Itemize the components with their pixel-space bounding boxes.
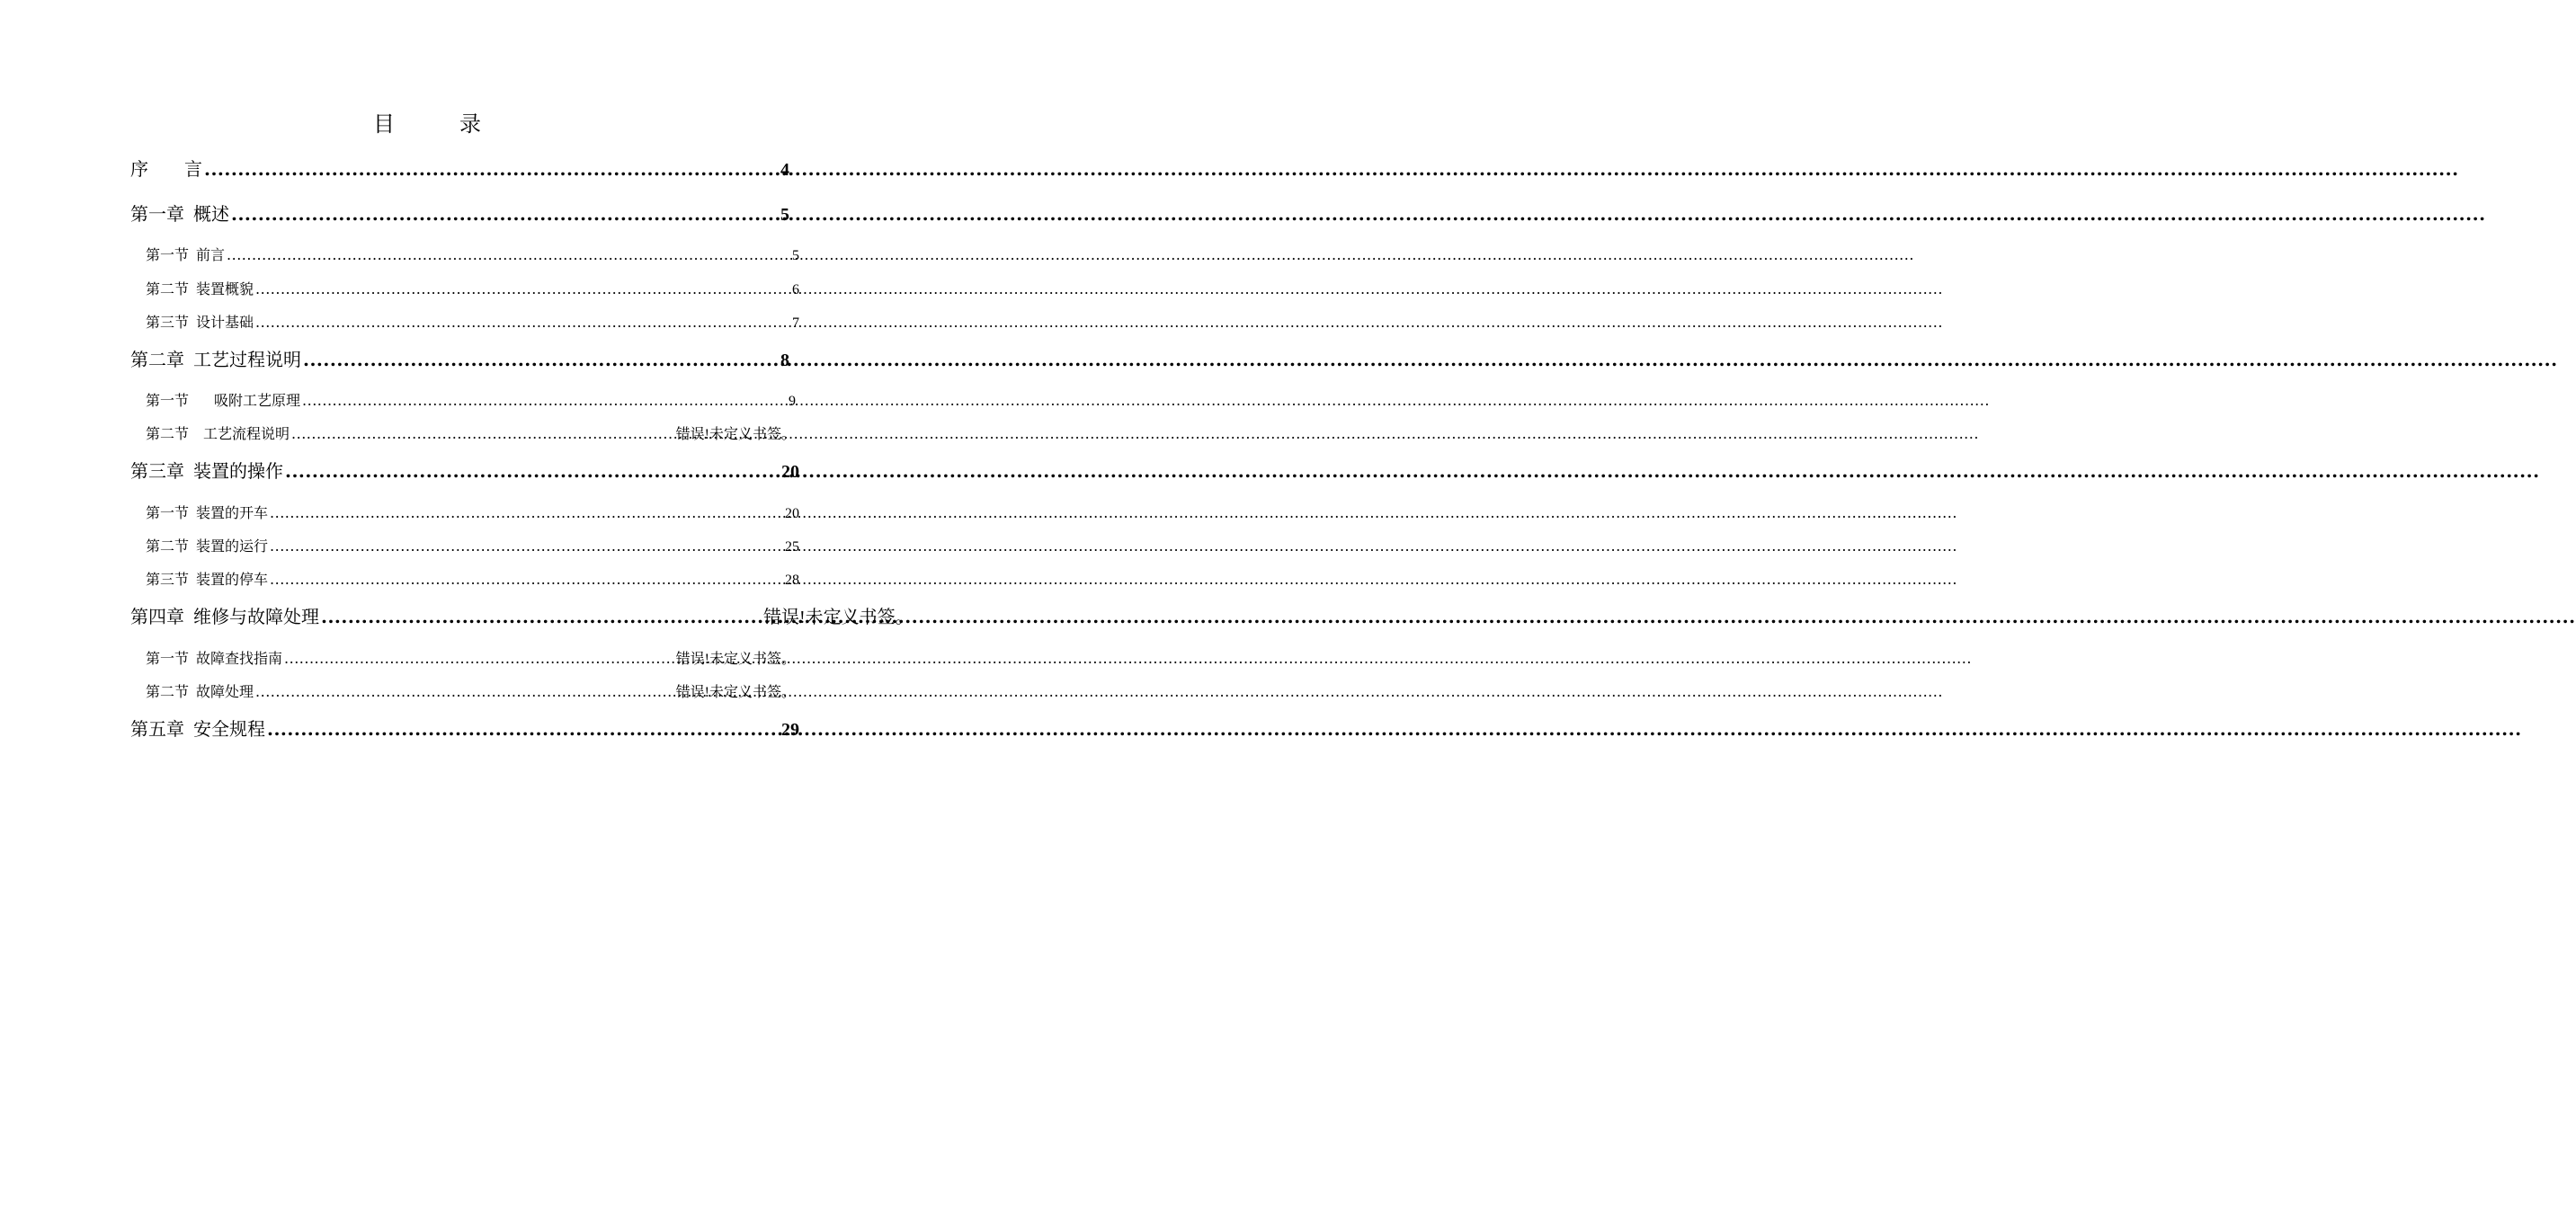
toc-entry-label: 设计基础 xyxy=(196,314,254,331)
section-number: 第一节 xyxy=(146,392,190,409)
toc-entry-section[interactable] xyxy=(146,422,796,443)
dot-leader xyxy=(255,683,674,700)
dot-leader xyxy=(302,392,787,409)
toc-entry-chapter-4[interactable] xyxy=(130,602,914,628)
dot-leader xyxy=(204,158,779,180)
toc-page-number: 8 xyxy=(780,351,789,370)
toc-entry-chapter-2[interactable] xyxy=(130,345,789,371)
toc-page-number: 7 xyxy=(792,315,799,331)
toc-title: 目 录 xyxy=(373,111,503,137)
chapter-number: 第一章 xyxy=(130,203,184,225)
toc-entry-label: 吸附工艺原理 xyxy=(214,392,301,409)
toc-entry-section[interactable] xyxy=(146,278,799,298)
dot-leader xyxy=(270,504,783,521)
toc-page-error: 错误!未定义书签。 xyxy=(675,652,796,667)
toc-page-number: 20 xyxy=(785,506,799,521)
toc-page-number: 29 xyxy=(781,720,799,740)
dot-leader xyxy=(270,537,783,555)
toc-page-number: 4 xyxy=(780,160,789,180)
chapter-number: 第三章 xyxy=(130,460,184,482)
toc-page-error: 错误!未定义书签。 xyxy=(763,608,914,627)
toc-page-number: 25 xyxy=(785,539,799,555)
toc-page-number: 6 xyxy=(792,282,799,298)
section-number: 第一节 xyxy=(146,246,190,263)
toc-entry-section[interactable] xyxy=(146,535,799,555)
dot-leader xyxy=(321,606,762,627)
toc-page-number: 5 xyxy=(792,248,799,263)
dot-leader xyxy=(255,314,790,331)
dot-leader xyxy=(255,280,790,298)
section-number: 第二节 xyxy=(146,683,190,700)
toc-entry-section[interactable] xyxy=(146,311,799,332)
toc-entry-section[interactable] xyxy=(146,502,799,522)
section-number: 第三节 xyxy=(146,314,190,331)
section-number: 第二节 xyxy=(146,425,190,442)
toc-entry-label: 前言 xyxy=(196,246,226,263)
section-number: 第三节 xyxy=(146,571,190,588)
toc-entry-label: 故障处理 xyxy=(196,683,254,700)
toc-entry-label: 安全规程 xyxy=(193,718,265,740)
dot-leader xyxy=(285,460,780,482)
toc-entry-chapter-3[interactable] xyxy=(130,457,799,483)
toc-entry-label: 装置的操作 xyxy=(193,460,283,482)
toc-page-error: 错误!未定义书签。 xyxy=(675,427,796,442)
toc-entry-label: 故障查找指南 xyxy=(196,650,283,667)
toc-entry-section[interactable] xyxy=(146,244,799,264)
toc-page-number: 5 xyxy=(780,205,789,225)
toc-page-number: 9 xyxy=(789,394,796,409)
chapter-number: 第四章 xyxy=(130,606,184,627)
toc-entry-label: 装置的开车 xyxy=(196,504,269,521)
section-number: 第一节 xyxy=(146,650,190,667)
toc-entry-section[interactable] xyxy=(146,647,796,668)
section-number: 第二节 xyxy=(146,280,190,298)
toc-entry-label: 维修与故障处理 xyxy=(193,606,319,627)
dot-leader xyxy=(231,203,779,225)
dot-leader xyxy=(267,718,780,740)
toc-entry-label: 装置的运行 xyxy=(196,537,269,555)
toc-page-number: 20 xyxy=(781,462,799,482)
toc-entry-section[interactable] xyxy=(146,389,796,410)
toc-entry-section[interactable] xyxy=(146,568,799,589)
toc-entry-label: 装置的停车 xyxy=(196,571,269,588)
toc-entry-label: 序 言 xyxy=(130,158,202,180)
section-number: 第一节 xyxy=(146,504,190,521)
toc-entry-label: 装置概貌 xyxy=(196,280,254,298)
dot-leader xyxy=(284,650,674,667)
toc-entry-label: 工艺过程说明 xyxy=(193,349,301,370)
toc-entry-section[interactable] xyxy=(146,680,796,701)
toc-entry-chapter-1[interactable] xyxy=(130,200,789,226)
toc-page-error: 错误!未定义书签。 xyxy=(675,685,796,700)
toc-entry-chapter-5[interactable] xyxy=(130,715,799,741)
toc-page-number: 28 xyxy=(785,573,799,588)
section-number: 第二节 xyxy=(146,537,190,555)
chapter-number: 第二章 xyxy=(130,349,184,370)
chapter-number: 第五章 xyxy=(130,718,184,740)
toc-entry-preface[interactable] xyxy=(130,155,789,181)
toc-entry-label: 概述 xyxy=(193,203,229,225)
toc-entry-label: 工艺流程说明 xyxy=(203,425,290,442)
dot-leader xyxy=(270,571,783,588)
dot-leader xyxy=(303,349,779,370)
dot-leader xyxy=(227,246,790,263)
dot-leader xyxy=(291,425,674,442)
